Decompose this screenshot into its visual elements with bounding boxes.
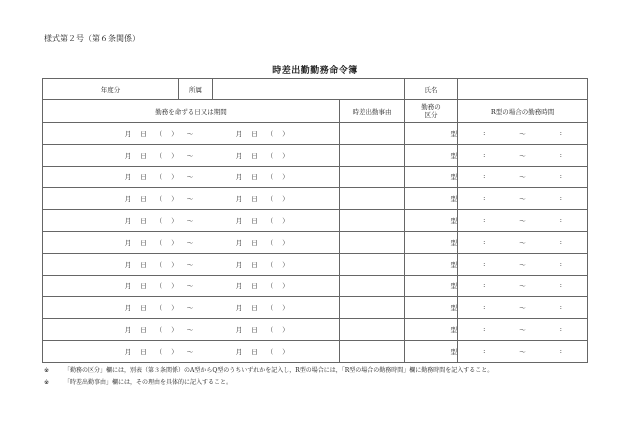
end-day-label: 日	[251, 304, 258, 313]
category-cell[interactable]	[405, 231, 458, 253]
reason-cell[interactable]	[340, 253, 405, 275]
end-day-label: 日	[251, 282, 258, 291]
table-row	[43, 188, 588, 210]
category-cell[interactable]	[405, 210, 458, 232]
start-month-label: 月	[124, 217, 132, 226]
end-paren-open: （	[266, 173, 274, 182]
period-cell[interactable]	[43, 166, 340, 188]
start-time-colon: :	[483, 325, 486, 334]
type-suffix: 型	[450, 151, 458, 160]
type-suffix: 型	[450, 238, 458, 247]
end-paren-close: ）	[282, 326, 289, 335]
start-month-label: 月	[124, 260, 132, 269]
end-paren-close: ）	[282, 195, 289, 204]
range-tilde: ～	[186, 217, 194, 226]
end-paren-close: ）	[282, 238, 289, 247]
end-paren-close: ）	[282, 151, 289, 160]
end-paren-open: （	[266, 347, 274, 356]
start-time-colon: :	[483, 281, 486, 290]
period-cell[interactable]	[43, 297, 340, 319]
notes	[44, 365, 493, 389]
category-header-line2: 区分	[424, 111, 438, 119]
end-day-label: 日	[251, 347, 258, 356]
range-tilde: ～	[186, 282, 194, 291]
end-time-colon: :	[559, 194, 562, 203]
end-paren-close: ）	[282, 260, 289, 269]
reason-cell[interactable]	[340, 297, 405, 319]
time-range-tilde: ～	[519, 282, 526, 291]
range-tilde: ～	[186, 304, 194, 313]
time-range-tilde: ～	[519, 173, 526, 182]
end-day-label: 日	[251, 173, 258, 182]
period-cell[interactable]	[43, 123, 340, 145]
start-day-label: 日	[140, 304, 147, 313]
table-row	[43, 210, 588, 232]
end-paren-open: （	[266, 238, 274, 247]
period-cell[interactable]	[43, 231, 340, 253]
time-range-tilde: ～	[519, 326, 526, 335]
end-paren-close: ）	[282, 217, 289, 226]
end-time-colon: :	[559, 128, 562, 137]
start-time-colon: :	[483, 303, 486, 312]
start-day-label: 日	[140, 238, 147, 247]
range-tilde: ～	[186, 151, 194, 160]
end-time-colon: :	[559, 325, 562, 334]
start-paren-open: （	[155, 195, 163, 204]
type-suffix: 型	[450, 326, 458, 335]
start-month-label: 月	[124, 347, 132, 356]
page-title: 時差出勤勤務命令簿	[272, 66, 358, 76]
range-tilde: ～	[186, 260, 194, 269]
start-paren-close: ）	[171, 238, 178, 247]
end-paren-open: （	[266, 260, 274, 269]
range-tilde: ～	[186, 238, 194, 247]
end-month-label: 月	[235, 238, 243, 247]
end-day-label: 日	[251, 217, 258, 226]
end-day-label: 日	[251, 326, 258, 335]
start-paren-open: （	[155, 304, 163, 313]
period-cell[interactable]	[43, 144, 340, 166]
start-paren-open: （	[155, 151, 163, 160]
table-row	[43, 231, 588, 253]
end-time-colon: :	[559, 150, 562, 159]
note-text: 「時差出勤事由」欄には，その理由を具体的に記入すること。	[64, 379, 233, 386]
end-month-label: 月	[235, 151, 243, 160]
reason-cell[interactable]	[340, 319, 405, 341]
reason-cell[interactable]	[340, 275, 405, 297]
start-day-label: 日	[140, 217, 147, 226]
r-type-hours-cell[interactable]	[458, 166, 588, 188]
start-day-label: 日	[140, 347, 147, 356]
start-time-colon: :	[483, 150, 486, 159]
end-month-label: 月	[235, 347, 243, 356]
r-type-hours-cell[interactable]	[458, 297, 588, 319]
reason-cell[interactable]	[340, 340, 405, 362]
note-mark: ※	[44, 367, 50, 374]
reason-cell[interactable]	[340, 144, 405, 166]
category-cell[interactable]	[405, 297, 458, 319]
start-paren-close: ）	[171, 129, 178, 138]
end-time-colon: :	[559, 281, 562, 290]
end-month-label: 月	[235, 260, 243, 269]
fiscal-year-label: 年度分	[43, 79, 179, 100]
start-day-label: 日	[140, 195, 147, 204]
start-paren-close: ）	[171, 282, 178, 291]
period-header: 勤務を命ずる日又は期間	[43, 100, 340, 123]
time-range-tilde: ～	[519, 217, 526, 226]
end-time-colon: :	[559, 303, 562, 312]
reason-cell[interactable]	[340, 166, 405, 188]
r-type-hours-header: R型の場合の勤務時間	[458, 100, 588, 123]
end-month-label: 月	[235, 217, 243, 226]
r-type-hours-cell[interactable]	[458, 319, 588, 341]
table-row	[43, 297, 588, 319]
period-cell[interactable]	[43, 210, 340, 232]
r-type-hours-cell[interactable]	[458, 144, 588, 166]
start-paren-close: ）	[171, 260, 178, 269]
time-range-tilde: ～	[519, 304, 526, 313]
end-month-label: 月	[235, 129, 243, 138]
start-time-colon: :	[483, 172, 486, 181]
start-paren-close: ）	[171, 173, 178, 182]
type-suffix: 型	[450, 347, 458, 356]
range-tilde: ～	[186, 173, 194, 182]
end-day-label: 日	[251, 260, 258, 269]
start-day-label: 日	[140, 151, 147, 160]
end-paren-close: ）	[282, 282, 289, 291]
start-paren-open: （	[155, 347, 163, 356]
end-month-label: 月	[235, 326, 243, 335]
start-time-colon: :	[483, 346, 486, 355]
range-tilde: ～	[186, 347, 194, 356]
period-cell[interactable]	[43, 253, 340, 275]
type-suffix: 型	[450, 304, 458, 313]
table-row	[43, 253, 588, 275]
category-cell[interactable]	[405, 340, 458, 362]
start-day-label: 日	[140, 282, 147, 291]
start-month-label: 月	[124, 151, 132, 160]
start-paren-close: ）	[171, 195, 178, 204]
end-time-colon: :	[559, 346, 562, 355]
type-suffix: 型	[450, 217, 458, 226]
note-mark: ※	[44, 379, 50, 386]
start-month-label: 月	[124, 129, 132, 138]
type-suffix: 型	[450, 260, 458, 269]
table-row	[43, 275, 588, 297]
name-value[interactable]	[458, 79, 588, 100]
type-suffix: 型	[450, 173, 458, 182]
period-cell[interactable]	[43, 188, 340, 210]
start-time-colon: :	[483, 194, 486, 203]
reason-cell[interactable]	[340, 188, 405, 210]
form-number: 様式第２号（第６条関係）	[44, 34, 140, 43]
start-paren-close: ）	[171, 151, 178, 160]
category-cell[interactable]	[405, 144, 458, 166]
start-time-colon: :	[483, 128, 486, 137]
end-paren-close: ）	[282, 173, 289, 182]
r-type-hours-cell[interactable]	[458, 340, 588, 362]
note-item	[44, 377, 493, 389]
department-value[interactable]	[213, 79, 405, 100]
time-range-tilde: ～	[519, 347, 526, 356]
r-type-hours-cell[interactable]	[458, 210, 588, 232]
end-month-label: 月	[235, 173, 243, 182]
type-suffix: 型	[450, 129, 458, 138]
end-time-colon: :	[559, 172, 562, 181]
start-paren-open: （	[155, 217, 163, 226]
range-tilde: ～	[186, 129, 194, 138]
table-row	[43, 144, 588, 166]
category-cell[interactable]	[405, 319, 458, 341]
name-label: 氏名	[405, 79, 458, 100]
period-cell[interactable]	[43, 340, 340, 362]
start-day-label: 日	[140, 260, 147, 269]
start-paren-open: （	[155, 326, 163, 335]
start-month-label: 月	[124, 195, 132, 204]
start-paren-open: （	[155, 129, 163, 138]
r-type-hours-cell[interactable]	[458, 123, 588, 145]
category-header-line1: 勤務の	[421, 103, 441, 111]
r-type-hours-cell[interactable]	[458, 231, 588, 253]
start-time-colon: :	[483, 237, 486, 246]
end-paren-close: ）	[282, 304, 289, 313]
time-range-tilde: ～	[519, 151, 526, 160]
category-cell[interactable]	[405, 123, 458, 145]
start-month-label: 月	[124, 173, 132, 182]
start-paren-close: ）	[171, 326, 178, 335]
end-paren-open: （	[266, 151, 274, 160]
header-row-2	[43, 100, 588, 123]
r-type-hours-cell[interactable]	[458, 188, 588, 210]
category-header	[405, 100, 458, 123]
end-month-label: 月	[235, 304, 243, 313]
range-tilde: ～	[186, 195, 194, 204]
end-day-label: 日	[251, 129, 258, 138]
end-time-colon: :	[559, 237, 562, 246]
reason-cell[interactable]	[340, 123, 405, 145]
end-day-label: 日	[251, 151, 258, 160]
start-time-colon: :	[483, 216, 486, 225]
end-paren-open: （	[266, 282, 274, 291]
order-table	[42, 78, 588, 363]
table-row	[43, 340, 588, 362]
category-cell[interactable]	[405, 188, 458, 210]
range-tilde: ～	[186, 326, 194, 335]
table-row	[43, 319, 588, 341]
start-paren-open: （	[155, 173, 163, 182]
start-paren-open: （	[155, 238, 163, 247]
start-paren-close: ）	[171, 347, 178, 356]
start-day-label: 日	[140, 173, 147, 182]
start-month-label: 月	[124, 282, 132, 291]
end-time-colon: :	[559, 259, 562, 268]
time-range-tilde: ～	[519, 260, 526, 269]
end-paren-close: ）	[282, 129, 289, 138]
header-row-1	[43, 79, 588, 100]
start-day-label: 日	[140, 326, 147, 335]
reason-cell[interactable]	[340, 231, 405, 253]
start-paren-close: ）	[171, 304, 178, 313]
time-range-tilde: ～	[519, 195, 526, 204]
start-paren-open: （	[155, 260, 163, 269]
category-cell[interactable]	[405, 253, 458, 275]
category-cell[interactable]	[405, 275, 458, 297]
r-type-hours-cell[interactable]	[458, 253, 588, 275]
end-day-label: 日	[251, 195, 258, 204]
end-month-label: 月	[235, 282, 243, 291]
r-type-hours-cell[interactable]	[458, 275, 588, 297]
start-paren-open: （	[155, 282, 163, 291]
end-paren-open: （	[266, 217, 274, 226]
table-row	[43, 123, 588, 145]
category-cell[interactable]	[405, 166, 458, 188]
table-row	[43, 166, 588, 188]
time-range-tilde: ～	[519, 129, 526, 138]
start-paren-close: ）	[171, 217, 178, 226]
end-paren-close: ）	[282, 347, 289, 356]
end-paren-open: （	[266, 195, 274, 204]
end-month-label: 月	[235, 195, 243, 204]
period-cell[interactable]	[43, 275, 340, 297]
time-range-tilde: ～	[519, 238, 526, 247]
period-cell[interactable]	[43, 319, 340, 341]
type-suffix: 型	[450, 282, 458, 291]
end-paren-open: （	[266, 304, 274, 313]
start-month-label: 月	[124, 238, 132, 247]
end-paren-open: （	[266, 326, 274, 335]
start-day-label: 日	[140, 129, 147, 138]
start-time-colon: :	[483, 259, 486, 268]
end-time-colon: :	[559, 216, 562, 225]
reason-cell[interactable]	[340, 210, 405, 232]
type-suffix: 型	[450, 195, 458, 204]
note-item	[44, 365, 493, 377]
note-text: 「勤務の区分」欄には，別表（第３条関係）のA型からQ型のうちいずれかを記入し，R型の場合には，「R型の場合の勤務時間」欄に勤務時間を記入すること。	[64, 367, 494, 374]
end-day-label: 日	[251, 238, 258, 247]
end-paren-open: （	[266, 129, 274, 138]
start-month-label: 月	[124, 304, 132, 313]
start-month-label: 月	[124, 326, 132, 335]
reason-header: 時差出勤事由	[340, 100, 405, 123]
department-label: 所属	[179, 79, 213, 100]
